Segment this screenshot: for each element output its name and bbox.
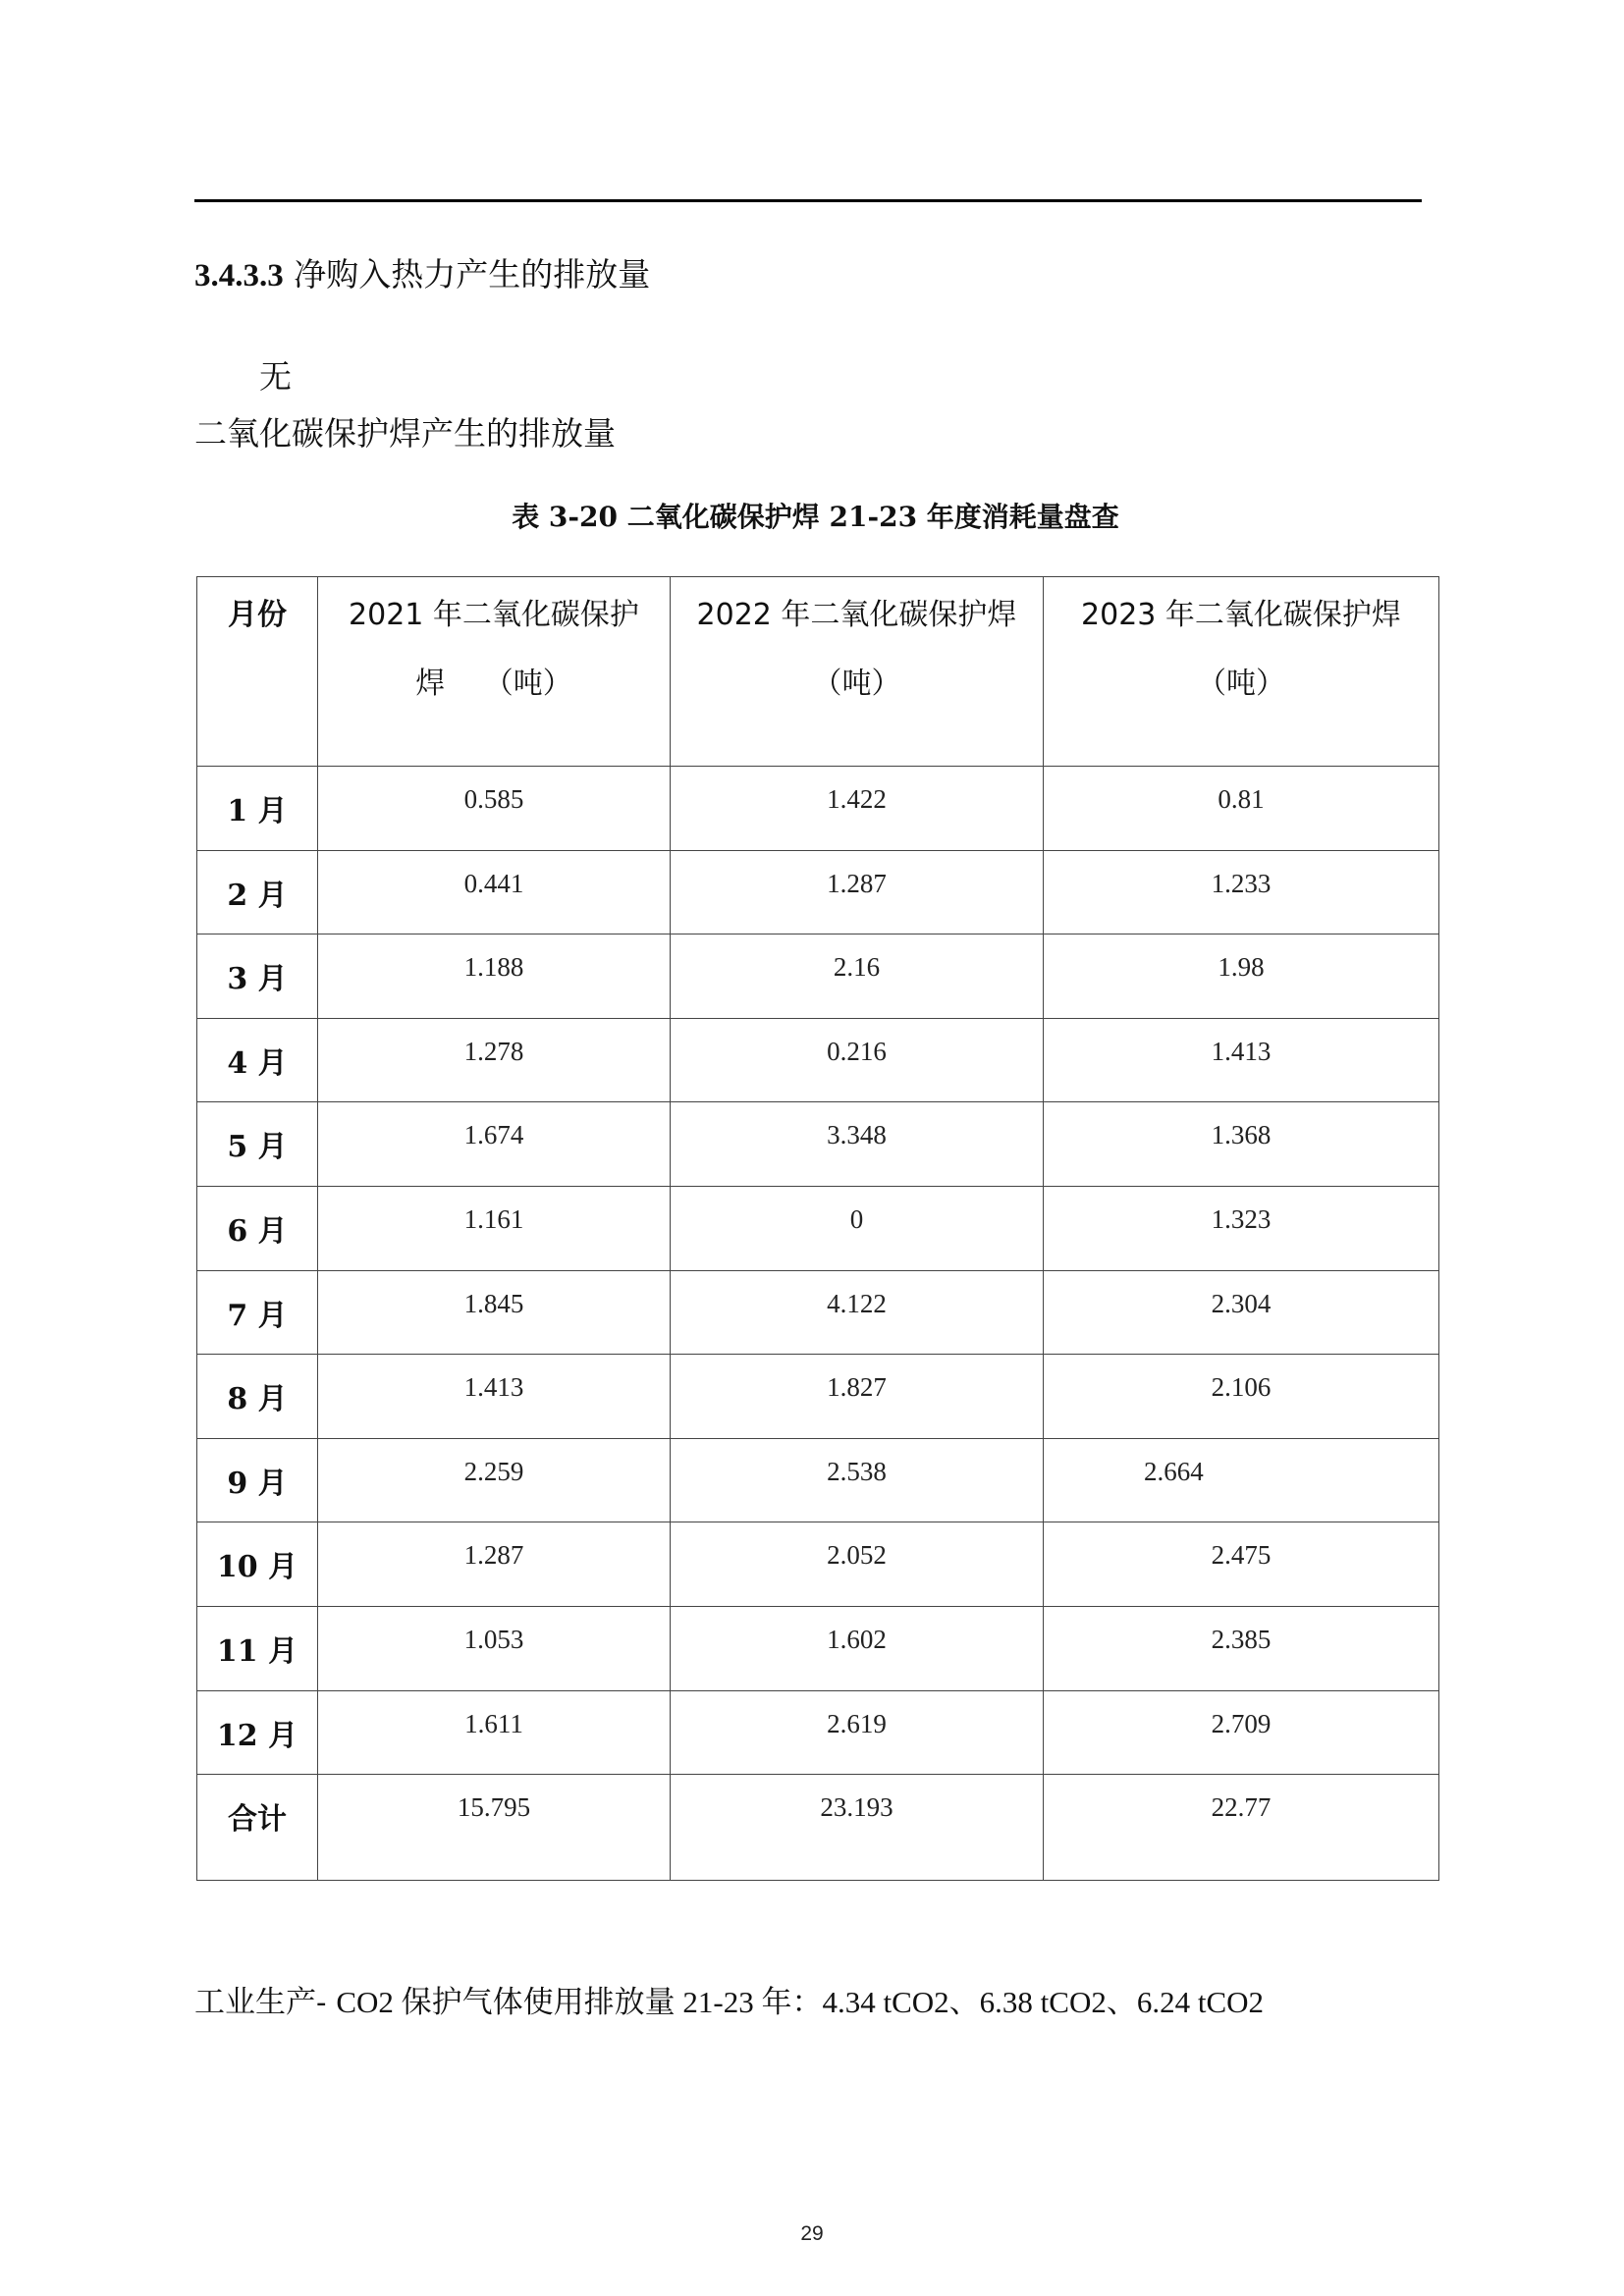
table-row <box>197 1018 1439 1102</box>
value-2022-cell: 3.348 <box>671 1102 1044 1187</box>
value-2023-cell: 2.709 <box>1044 1690 1439 1775</box>
table-row <box>197 767 1439 851</box>
table-caption: 表 3-20 二氧化碳保护焊 21-23 年度消耗量盘查 <box>512 501 1119 533</box>
summary-text: CO2 保护气体使用排放量 21-23 年：4.34 tCO2、6.38 tCO2、6.24 tCO2 <box>336 1985 1265 2019</box>
header-2023-line2: （吨） <box>1197 667 1285 701</box>
month-cell: 2 月 <box>197 850 318 934</box>
value-2021-cell: 2.259 <box>318 1438 671 1522</box>
month-cell: 12 月 <box>197 1690 318 1775</box>
table-row <box>197 1690 1439 1775</box>
table-row <box>197 1522 1439 1607</box>
value-2022-cell: 0 <box>671 1186 1044 1270</box>
table-total-row <box>197 1775 1439 1881</box>
value-2021-cell: 1.188 <box>318 934 671 1019</box>
total-2022-cell: 23.193 <box>671 1775 1044 1881</box>
table-row <box>197 1606 1439 1690</box>
month-cell: 8 月 <box>197 1355 318 1439</box>
header-2022-line2: （吨） <box>812 667 901 701</box>
total-label-cell: 合计 <box>197 1775 318 1881</box>
table-row <box>197 1355 1439 1439</box>
month-cell: 7 月 <box>197 1270 318 1355</box>
table-row <box>197 1438 1439 1522</box>
value-2022-cell: 2.538 <box>671 1438 1044 1522</box>
value-2023-cell: 0.81 <box>1044 767 1439 851</box>
table-row <box>197 850 1439 934</box>
consumption-table <box>196 576 1439 1881</box>
value-2023-cell: 1.98 <box>1044 934 1439 1019</box>
value-2022-cell: 0.216 <box>671 1018 1044 1102</box>
value-2022-cell: 1.422 <box>671 767 1044 851</box>
month-cell: 4 月 <box>197 1018 318 1102</box>
value-2022-cell: 1.827 <box>671 1355 1044 1439</box>
value-2023-cell: 1.323 <box>1044 1186 1439 1270</box>
month-cell: 3 月 <box>197 934 318 1019</box>
table-row <box>197 1102 1439 1187</box>
value-2023-cell: 2.475 <box>1044 1522 1439 1607</box>
header-2023-line1: 2023 年二氧化碳保护焊 <box>1081 598 1401 632</box>
value-2022-cell: 4.122 <box>671 1270 1044 1355</box>
value-2023-cell: 1.368 <box>1044 1102 1439 1187</box>
header-rule <box>194 199 1422 202</box>
total-2021-cell: 15.795 <box>318 1775 671 1881</box>
value-2023-cell: 1.233 <box>1044 850 1439 934</box>
table-row <box>197 1186 1439 1270</box>
value-2021-cell: 1.674 <box>318 1102 671 1187</box>
month-cell: 10 月 <box>197 1522 318 1607</box>
subsection-title: 二氧化碳保护焊产生的排放量 <box>194 414 616 453</box>
month-cell: 9 月 <box>197 1438 318 1522</box>
value-2021-cell: 1.413 <box>318 1355 671 1439</box>
value-2021-cell: 0.441 <box>318 850 671 934</box>
header-2021 <box>318 577 671 767</box>
section-heading <box>194 251 650 299</box>
value-2021-cell: 1.611 <box>318 1690 671 1775</box>
value-2021-cell: 1.161 <box>318 1186 671 1270</box>
total-2023-cell: 22.77 <box>1044 1775 1439 1881</box>
table-row <box>197 934 1439 1019</box>
value-2023-cell: 2.664 <box>1044 1438 1439 1522</box>
value-2023-cell: 2.106 <box>1044 1355 1439 1439</box>
value-2022-cell: 2.052 <box>671 1522 1044 1607</box>
header-2021-line2: 焊 （吨） <box>415 667 572 701</box>
value-2021-cell: 1.287 <box>318 1522 671 1607</box>
header-2022 <box>671 577 1044 767</box>
month-cell: 11 月 <box>197 1606 318 1690</box>
section-number: 3.4.3.3 <box>194 258 284 294</box>
value-2021-cell: 1.053 <box>318 1606 671 1690</box>
value-2022-cell: 1.602 <box>671 1606 1044 1690</box>
value-2022-cell: 2.16 <box>671 934 1044 1019</box>
header-month: 月份 <box>197 577 318 767</box>
value-2023-cell: 2.304 <box>1044 1270 1439 1355</box>
month-cell: 1 月 <box>197 767 318 851</box>
emission-summary <box>194 1979 1264 2026</box>
value-2021-cell: 1.845 <box>318 1270 671 1355</box>
section-title: 净购入热力产生的排放量 <box>294 255 651 294</box>
section-body: 无 <box>259 357 292 396</box>
table-row <box>197 1270 1439 1355</box>
value-2022-cell: 2.619 <box>671 1690 1044 1775</box>
month-cell: 5 月 <box>197 1102 318 1187</box>
header-2022-line1: 2022 年二氧化碳保护焊 <box>696 598 1017 632</box>
value-2021-cell: 0.585 <box>318 767 671 851</box>
value-2023-cell: 1.413 <box>1044 1018 1439 1102</box>
month-cell: 6 月 <box>197 1186 318 1270</box>
summary-prefix: 工业生产- <box>194 1985 327 2020</box>
page-number: 29 <box>800 2222 824 2245</box>
value-2023-cell: 2.385 <box>1044 1606 1439 1690</box>
header-2021-line1: 2021 年二氧化碳保护 <box>349 598 639 632</box>
header-2023 <box>1044 577 1439 767</box>
value-2022-cell: 1.287 <box>671 850 1044 934</box>
value-2021-cell: 1.278 <box>318 1018 671 1102</box>
table-header-row <box>197 577 1439 767</box>
